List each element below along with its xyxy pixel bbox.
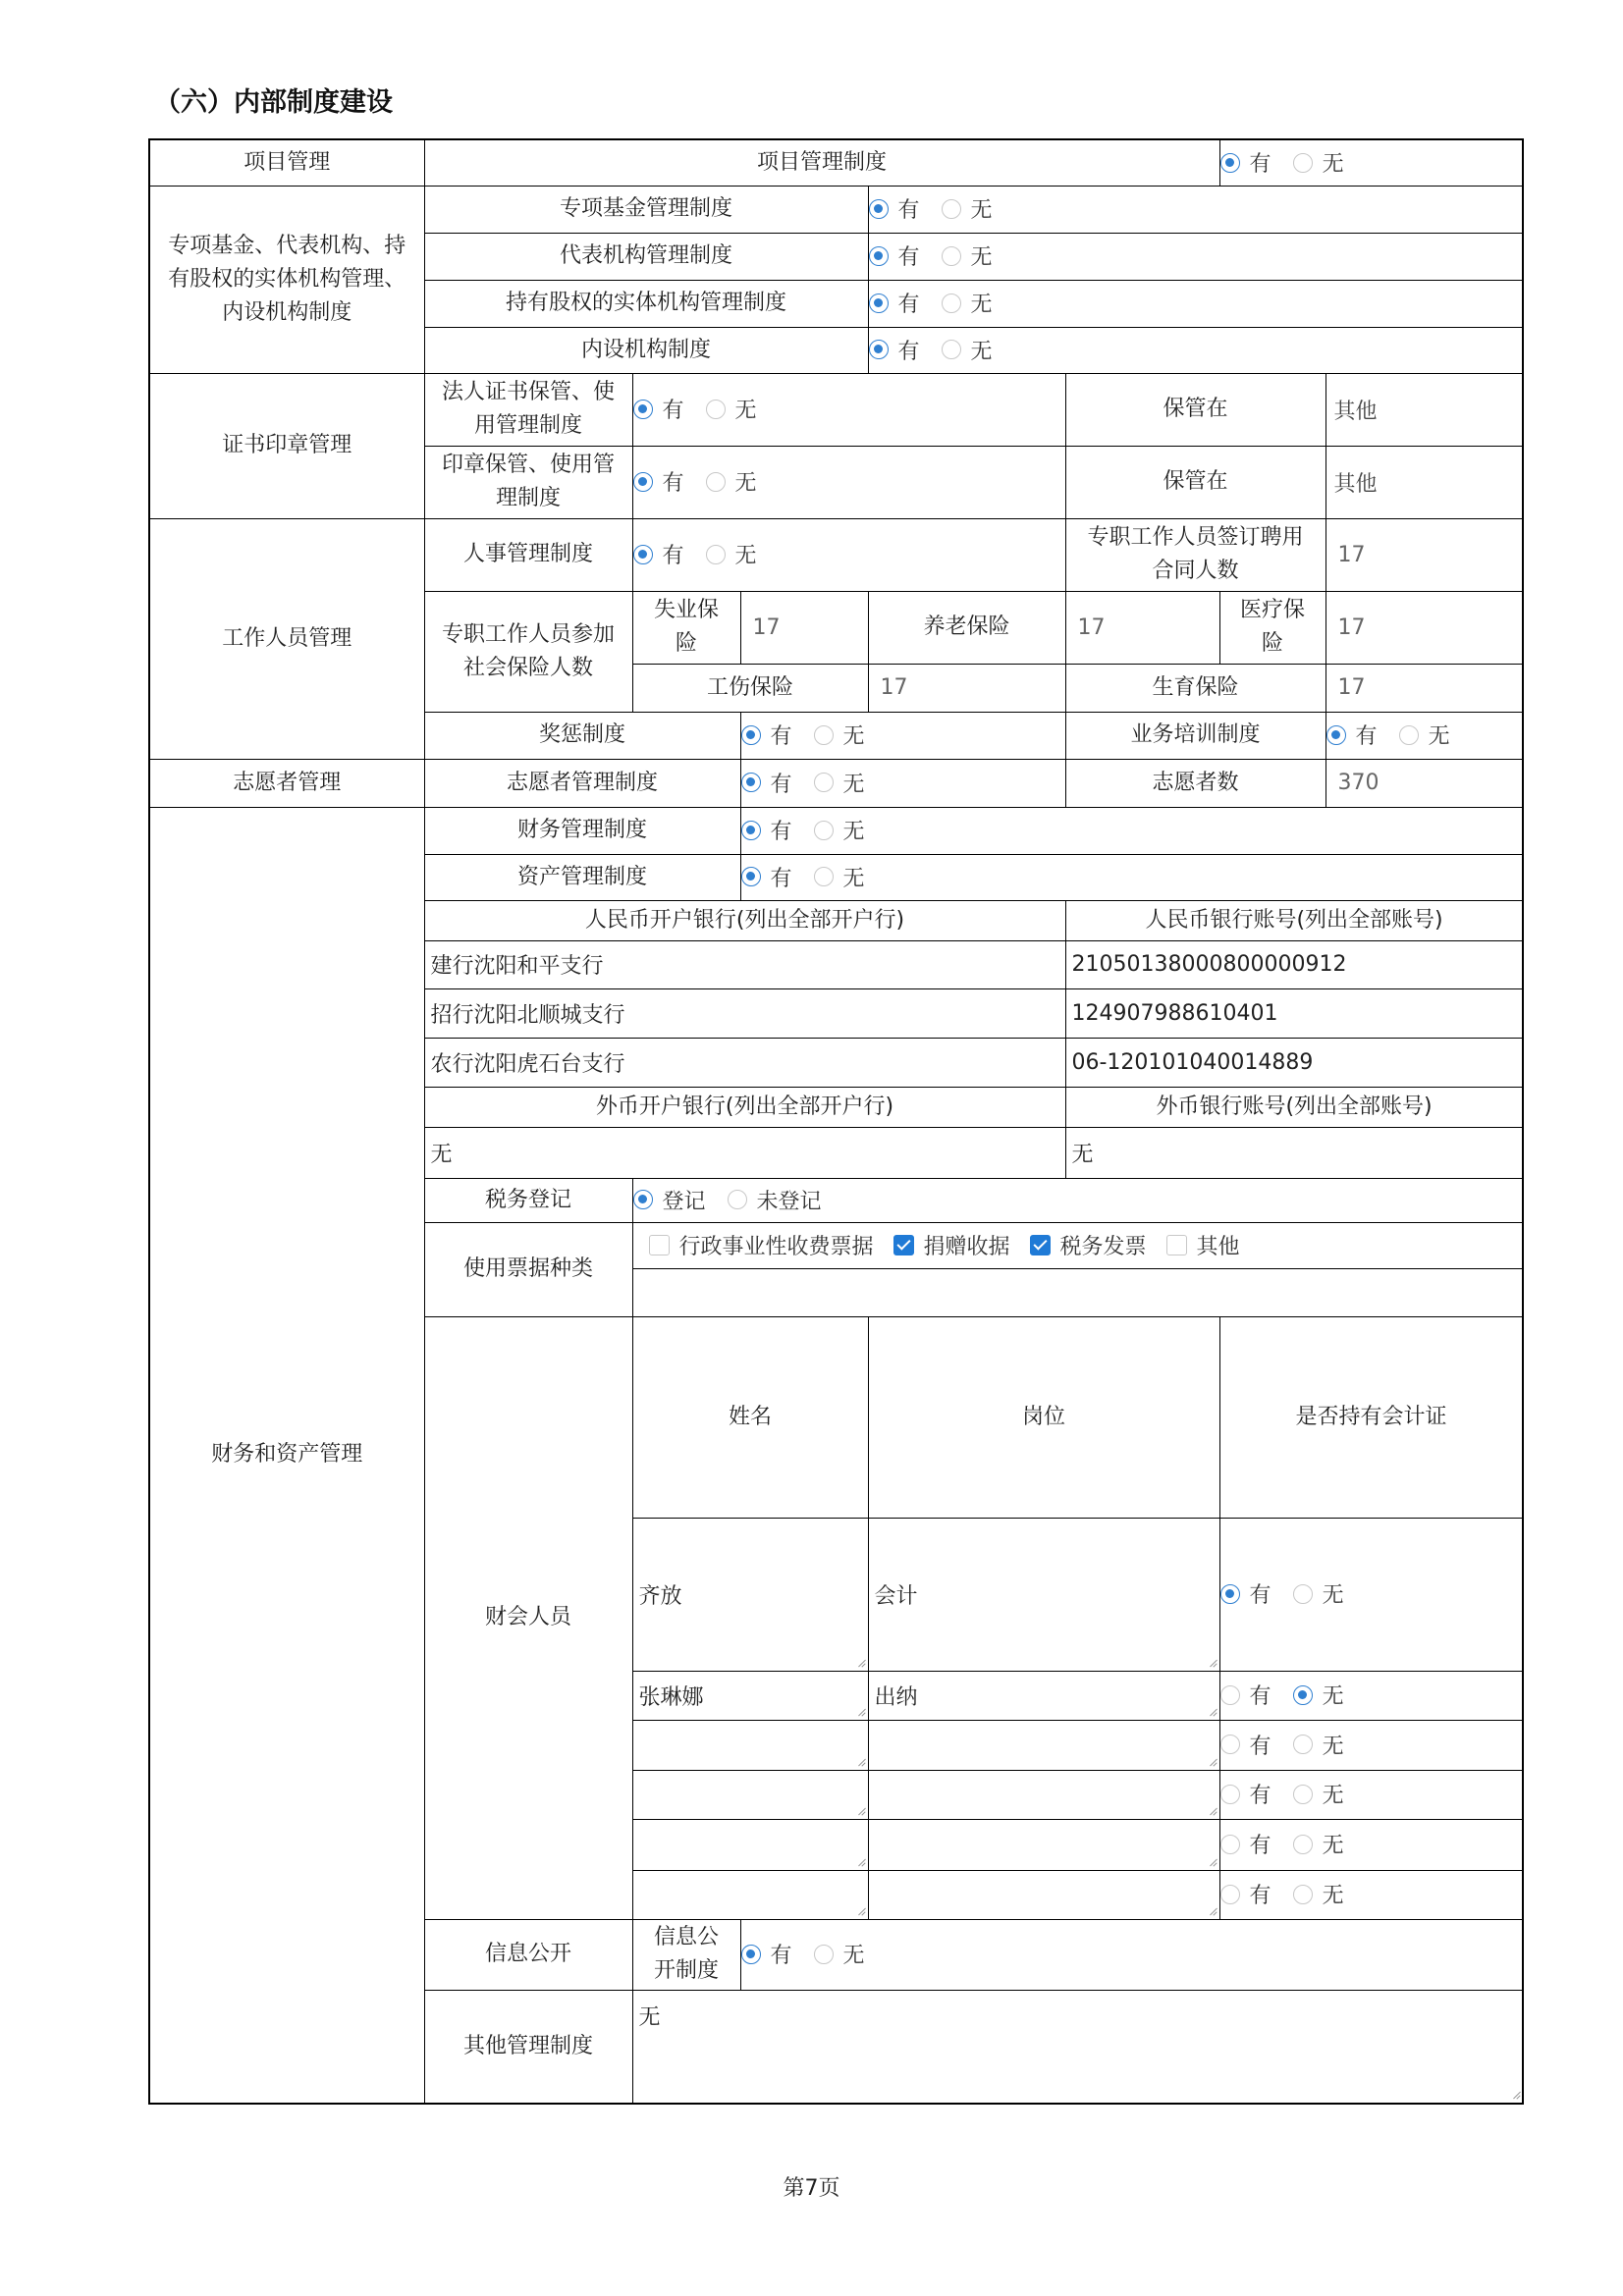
radio-circle-icon <box>706 545 726 564</box>
accountant-cert-radio[interactable] <box>1219 1720 1523 1770</box>
radio-circle-icon <box>1293 1835 1313 1854</box>
fund-item-label: 专项基金管理制度 <box>424 186 868 233</box>
kept-label: 保管在 <box>1065 373 1325 446</box>
rmb-account-header: 人民币银行账号(列出全部账号) <box>1065 900 1523 940</box>
radio-label: 有 <box>1249 1734 1271 1759</box>
kept-value[interactable]: 其他 <box>1325 446 1523 518</box>
radio-circle-icon <box>633 545 653 564</box>
radio-circle-icon <box>814 1945 834 1964</box>
radio-option-no[interactable] <box>1293 1779 1344 1809</box>
radio-circle-icon <box>942 246 961 266</box>
radio-option-yes[interactable] <box>1220 1578 1271 1609</box>
radio-option-yes[interactable] <box>1220 1730 1271 1760</box>
radio-circle-icon <box>814 725 834 745</box>
radio-circle-icon <box>633 400 653 419</box>
radio-circle-icon <box>1293 1584 1313 1604</box>
radio-option-yes[interactable] <box>1220 147 1271 178</box>
fx-bank-cell[interactable]: 无 <box>424 1127 1065 1178</box>
radio-label: 有 <box>897 245 920 271</box>
contract-value[interactable]: 17 <box>1325 518 1523 591</box>
radio-label: 有 <box>1249 1684 1271 1710</box>
radio-label: 无 <box>1322 1684 1344 1710</box>
project-label: 项目管理 <box>149 139 424 186</box>
radio-circle-icon <box>741 1945 761 1964</box>
rmb-account-cell[interactable]: 124907988610401 <box>1065 988 1523 1038</box>
fund-label: 专项基金、代表机构、持有股权的实体机构管理、内设机构制度 <box>149 186 424 373</box>
radio-option-yes[interactable] <box>633 466 684 497</box>
checkbox-label: 行政事业性收费票据 <box>678 1234 874 1259</box>
radio-circle-icon <box>706 472 726 492</box>
radio-label: 有 <box>1249 1583 1271 1609</box>
accountant-cert-radio[interactable] <box>1219 1770 1523 1819</box>
radio-option-yes[interactable] <box>869 240 920 271</box>
accountant-post: 出纳 <box>874 1684 918 1710</box>
radio-option-unregistered[interactable] <box>728 1185 822 1215</box>
radio-circle-icon <box>942 340 961 359</box>
radio-circle-icon <box>942 199 961 219</box>
radio-label: 未登记 <box>756 1189 822 1214</box>
accountant-post: 会计 <box>874 1583 918 1609</box>
radio-option-yes[interactable] <box>633 539 684 569</box>
rmb-account-cell[interactable]: 21050138000800000912 <box>1065 940 1523 988</box>
volunteer-radio[interactable] <box>740 759 1065 807</box>
bill-checkbox[interactable] <box>893 1230 1010 1260</box>
injury-label: 工伤保险 <box>632 664 868 712</box>
radio-circle-icon <box>1293 153 1313 173</box>
radio-label: 无 <box>842 820 865 845</box>
radio-circle-icon <box>869 340 889 359</box>
radio-option-yes[interactable] <box>1220 1779 1271 1809</box>
reward-radio[interactable] <box>740 712 1065 759</box>
personnel-label: 人事管理制度 <box>424 518 632 591</box>
radio-option-yes[interactable] <box>741 862 792 892</box>
rmb-bank-cell[interactable]: 招行沈阳北顺城支行 <box>424 988 1065 1038</box>
radio-circle-icon <box>869 294 889 313</box>
radio-option-yes[interactable] <box>741 768 792 798</box>
accountant-name: 齐放 <box>638 1583 682 1609</box>
radio-label: 无 <box>1322 1784 1344 1809</box>
training-radio[interactable] <box>1325 712 1523 759</box>
unemployment-label: 失业保险 <box>632 591 740 664</box>
radio-label: 有 <box>1249 1834 1271 1859</box>
fund-item-label: 代表机构管理制度 <box>424 233 868 280</box>
medical-value[interactable]: 17 <box>1325 591 1523 664</box>
radio-circle-icon <box>633 1190 653 1209</box>
radio-option-no[interactable] <box>706 394 757 424</box>
radio-label: 有 <box>662 544 684 569</box>
radio-label: 无 <box>842 866 865 891</box>
training-label: 业务培训制度 <box>1065 712 1325 759</box>
rmb-bank-header: 人民币开户银行(列出全部开户行) <box>424 900 1065 940</box>
radio-option-no[interactable] <box>814 1939 865 1969</box>
accountant-cert-radio[interactable] <box>1219 1671 1523 1720</box>
radio-circle-icon <box>633 472 653 492</box>
finance-label: 财务和资产管理 <box>149 807 424 2104</box>
radio-option-yes[interactable] <box>741 815 792 845</box>
radio-circle-icon <box>1220 1785 1240 1804</box>
bill-label: 使用票据种类 <box>424 1222 632 1316</box>
volunteer-count-value[interactable]: 370 <box>1325 759 1523 807</box>
accountant-header-cert: 是否持有会计证 <box>1219 1316 1523 1518</box>
radio-circle-icon <box>1220 153 1240 173</box>
disclosure-label: 信息公开 <box>424 1919 632 1990</box>
radio-circle-icon <box>942 294 961 313</box>
section-title: （六）内部制度建设 <box>154 87 393 118</box>
cert-label: 证书印章管理 <box>149 373 424 518</box>
radio-label: 无 <box>1322 1834 1344 1859</box>
radio-label: 无 <box>1322 1583 1344 1609</box>
page-number: 第7页 <box>783 2176 840 2201</box>
fund-item-label: 内设机构制度 <box>424 327 868 373</box>
checkbox-label: 捐赠收据 <box>923 1234 1010 1259</box>
radio-option-no[interactable] <box>1293 1730 1344 1760</box>
fund-item-label: 持有股权的实体机构管理制度 <box>424 280 868 327</box>
radio-circle-icon <box>814 821 834 840</box>
staff-label: 工作人员管理 <box>149 518 424 759</box>
radio-circle-icon <box>869 246 889 266</box>
radio-label: 无 <box>734 399 757 424</box>
radio-circle-icon <box>869 199 889 219</box>
radio-option-no[interactable] <box>942 240 993 271</box>
kept-label: 保管在 <box>1065 446 1325 518</box>
radio-label: 有 <box>770 1944 792 1969</box>
radio-circle-icon <box>1220 1885 1240 1904</box>
fund-item-radio[interactable] <box>868 280 1523 327</box>
radio-label: 有 <box>662 471 684 497</box>
maternity-value[interactable]: 17 <box>1325 664 1523 712</box>
radio-option-yes[interactable] <box>869 288 920 318</box>
cert-row-label: 印章保管、使用管理制度 <box>424 446 632 518</box>
medical-label: 医疗保险 <box>1219 591 1325 664</box>
fx-account-cell[interactable]: 无 <box>1065 1127 1523 1178</box>
radio-circle-icon <box>1293 1885 1313 1904</box>
radio-circle-icon <box>1220 1735 1240 1754</box>
fund-item-radio[interactable] <box>868 186 1523 233</box>
radio-option-no[interactable] <box>814 862 865 892</box>
radio-option-no[interactable] <box>942 288 993 318</box>
checkbox-icon <box>649 1235 670 1255</box>
radio-circle-icon <box>1326 725 1346 745</box>
accountant-cert-radio[interactable] <box>1219 1870 1523 1919</box>
checkbox-icon <box>1030 1235 1051 1255</box>
radio-option-no[interactable] <box>814 768 865 798</box>
radio-label: 无 <box>970 293 993 318</box>
bill-checkbox[interactable] <box>649 1230 874 1260</box>
asset-system-label: 资产管理制度 <box>424 854 740 900</box>
bill-checkbox[interactable] <box>1030 1230 1147 1260</box>
radio-label: 无 <box>1428 724 1450 750</box>
accountant-cert-radio[interactable] <box>1219 1518 1523 1671</box>
disclosure-system-label: 信息公开制度 <box>632 1919 740 1990</box>
radio-option-no[interactable] <box>1293 1578 1344 1609</box>
radio-circle-icon <box>706 400 726 419</box>
maternity-label: 生育保险 <box>1065 664 1325 712</box>
accountant-header-name: 姓名 <box>632 1316 868 1518</box>
radio-option-no[interactable] <box>1399 720 1450 750</box>
radio-option-no[interactable] <box>706 539 757 569</box>
radio-option-no[interactable] <box>706 466 757 497</box>
radio-option-no[interactable] <box>1293 147 1344 178</box>
radio-option-yes[interactable] <box>1326 720 1378 750</box>
radio-label: 有 <box>897 198 920 224</box>
radio-label: 无 <box>842 772 865 797</box>
radio-label: 无 <box>970 339 993 364</box>
radio-option-yes[interactable] <box>633 394 684 424</box>
radio-option-no[interactable] <box>814 815 865 845</box>
checkbox-label: 其他 <box>1196 1234 1240 1259</box>
accountant-name: 张琳娜 <box>638 1684 704 1710</box>
radio-circle-icon <box>1293 1685 1313 1705</box>
cert-row-label: 法人证书保管、使用管理制度 <box>424 373 632 446</box>
radio-option-no[interactable] <box>1293 1829 1344 1859</box>
contract-label: 专职工作人员签订聘用合同人数 <box>1065 518 1325 591</box>
radio-label: 无 <box>734 544 757 569</box>
radio-circle-icon <box>1220 1685 1240 1705</box>
rmb-bank-cell[interactable]: 农行沈阳虎石台支行 <box>424 1038 1065 1087</box>
radio-option-no[interactable] <box>942 335 993 365</box>
radio-option-yes[interactable] <box>1220 1879 1271 1909</box>
fx-bank-header: 外币开户银行(列出全部开户行) <box>424 1087 1065 1127</box>
project-radio[interactable] <box>1219 139 1523 186</box>
other-system-value: 无 <box>638 2004 661 2030</box>
radio-label: 无 <box>734 471 757 497</box>
pension-label: 养老保险 <box>868 591 1065 664</box>
radio-label: 有 <box>770 724 792 750</box>
radio-option-yes[interactable] <box>741 1939 792 1969</box>
radio-circle-icon <box>814 867 834 886</box>
fund-item-radio[interactable] <box>868 327 1523 373</box>
checkbox-label: 税务发票 <box>1059 1234 1147 1259</box>
radio-circle-icon <box>741 867 761 886</box>
other-system-label: 其他管理制度 <box>424 1990 632 2104</box>
radio-label: 无 <box>1322 1734 1344 1759</box>
bill-other-input[interactable] <box>632 1268 1523 1316</box>
accountant-cert-radio[interactable] <box>1219 1819 1523 1870</box>
radio-circle-icon <box>728 1190 747 1209</box>
accountant-header-post: 岗位 <box>868 1316 1219 1518</box>
radio-label: 无 <box>1322 1884 1344 1909</box>
radio-option-no[interactable] <box>814 720 865 750</box>
radio-label: 有 <box>1249 1884 1271 1909</box>
rmb-bank-cell[interactable]: 建行沈阳和平支行 <box>424 940 1065 988</box>
radio-label: 有 <box>770 866 792 891</box>
pension-value[interactable]: 17 <box>1065 591 1219 664</box>
other-system-textarea[interactable] <box>632 1990 1523 2104</box>
checkbox-icon <box>893 1235 914 1255</box>
radio-option-no[interactable] <box>1293 1680 1344 1710</box>
radio-label: 无 <box>842 724 865 750</box>
finance-radio[interactable] <box>740 807 1523 854</box>
injury-value[interactable]: 17 <box>868 664 1065 712</box>
radio-label: 有 <box>770 820 792 845</box>
radio-label: 有 <box>662 399 684 424</box>
volunteer-count-label: 志愿者数 <box>1065 759 1325 807</box>
fx-account-header: 外币银行账号(列出全部账号) <box>1065 1087 1523 1127</box>
insurance-label: 专职工作人员参加社会保险人数 <box>424 591 632 712</box>
radio-option-yes[interactable] <box>741 720 792 750</box>
reward-label: 奖惩制度 <box>424 712 740 759</box>
radio-label: 无 <box>842 1944 865 1969</box>
radio-label: 有 <box>1355 724 1378 750</box>
radio-option-yes[interactable] <box>1220 1829 1271 1859</box>
radio-option-no[interactable] <box>942 193 993 224</box>
cert-row-radio[interactable] <box>632 446 1065 518</box>
radio-option-yes[interactable] <box>1220 1680 1271 1710</box>
finance-system-label: 财务管理制度 <box>424 807 740 854</box>
disclosure-radio[interactable] <box>740 1919 1523 1990</box>
volunteer-system-label: 志愿者管理制度 <box>424 759 740 807</box>
bill-checkbox[interactable] <box>1166 1230 1240 1260</box>
radio-option-yes[interactable] <box>869 193 920 224</box>
radio-label: 无 <box>1322 152 1344 177</box>
radio-circle-icon <box>1399 725 1419 745</box>
radio-label: 有 <box>770 772 792 797</box>
radio-label: 有 <box>1249 152 1271 177</box>
kept-value[interactable]: 其他 <box>1325 373 1523 446</box>
radio-circle-icon <box>1220 1584 1240 1604</box>
radio-circle-icon <box>741 725 761 745</box>
bill-checkboxes[interactable] <box>632 1222 1523 1268</box>
radio-option-yes[interactable] <box>869 335 920 365</box>
asset-radio[interactable] <box>740 854 1523 900</box>
radio-circle-icon <box>814 773 834 792</box>
checkbox-icon <box>1166 1235 1187 1255</box>
unemployment-value[interactable]: 17 <box>740 591 868 664</box>
radio-option-no[interactable] <box>1293 1879 1344 1909</box>
radio-label: 有 <box>897 293 920 318</box>
tax-label: 税务登记 <box>424 1178 632 1222</box>
cert-row-radio[interactable] <box>632 373 1065 446</box>
personnel-radio[interactable] <box>632 518 1065 591</box>
internal-system-table <box>148 138 1524 2105</box>
radio-circle-icon <box>1293 1735 1313 1754</box>
accountant-label: 财会人员 <box>424 1316 632 1919</box>
radio-circle-icon <box>741 821 761 840</box>
radio-circle-icon <box>741 773 761 792</box>
radio-label: 无 <box>970 198 993 224</box>
radio-label: 无 <box>970 245 993 271</box>
radio-option-registered[interactable] <box>633 1185 706 1215</box>
radio-label: 登记 <box>662 1189 706 1214</box>
fund-item-radio[interactable] <box>868 233 1523 280</box>
radio-label: 有 <box>1249 1784 1271 1809</box>
rmb-account-cell[interactable]: 06-120101040014889 <box>1065 1038 1523 1087</box>
tax-radio[interactable] <box>632 1178 1523 1222</box>
radio-label: 有 <box>897 339 920 364</box>
volunteer-label: 志愿者管理 <box>149 759 424 807</box>
radio-circle-icon <box>1293 1785 1313 1804</box>
radio-circle-icon <box>1220 1835 1240 1854</box>
project-system-label: 项目管理制度 <box>424 139 1219 186</box>
